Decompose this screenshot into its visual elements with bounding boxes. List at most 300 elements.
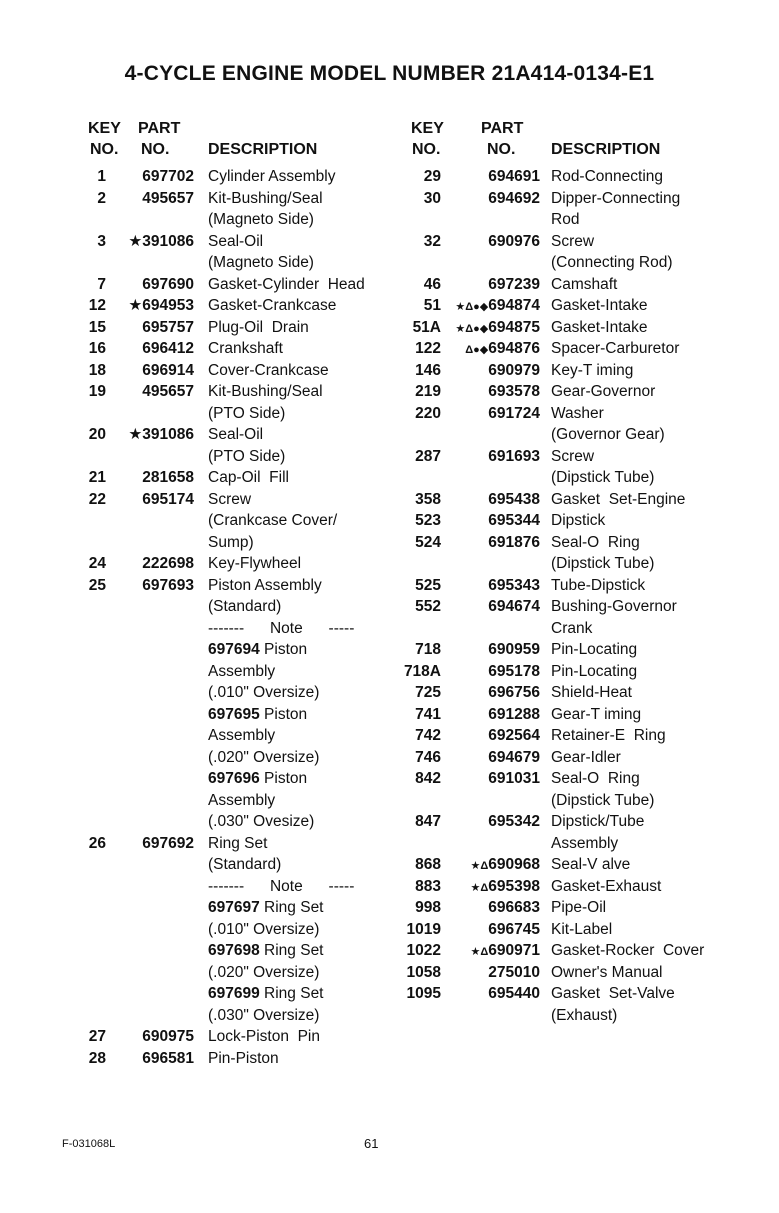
part-description [551,188,680,210]
alternate-part-number: 697699 [208,985,260,1002]
part-number [0,768,540,790]
part-number-value: 696914 [142,361,194,379]
list-item [0,596,677,618]
part-description [551,532,640,554]
part-number [0,983,540,1005]
part-number [0,510,540,532]
part-number-value: 690975 [142,1028,194,1045]
key-header-top-right: KEY [411,120,444,137]
key-number: 1022 [406,942,441,959]
description-text: Gear-Idler [551,748,621,766]
description-text: (Connecting Rod) [551,254,673,271]
part-number-value: 275010 [488,963,540,981]
description-text: Piston [259,641,308,658]
part-number-value: 697239 [488,275,540,293]
part-description [551,639,637,661]
part-number [0,661,540,683]
key-header-bottom: NO. [90,141,119,158]
description-text: Assembly [208,727,276,744]
part-description [551,360,633,382]
part-description [551,811,644,833]
key-number: 718 [415,641,441,658]
description-text: Seal-Oil [208,426,264,443]
part-number-value: 694876 [488,340,540,357]
list-item [0,725,666,747]
part-number [0,166,540,188]
description-text: Pin-Locating [551,662,638,680]
part-number-value: 695398 [488,877,540,895]
description-text: (Magneto Side) [208,254,314,271]
list-item [0,575,646,597]
description-text: Kit-Bushing/Seal [208,189,323,207]
page-number: 61 [364,1136,379,1151]
key-number: 146 [415,361,441,379]
part-description [551,489,685,511]
key-number: 998 [415,899,441,916]
part-description [551,381,655,403]
key-number: 1019 [406,920,441,938]
list-item [0,919,613,941]
part-number-value: 690959 [488,641,540,658]
key-number: 12 [88,297,106,314]
key-number: 51A [412,318,441,336]
part-description [551,295,648,317]
description-text: Plug-Oil Drain [208,318,309,336]
part-number-value: 695343 [488,576,540,594]
list-item [0,1026,400,1048]
part-symbol: ★Δ [470,860,489,872]
part-number [0,188,540,210]
list-item [0,209,580,231]
description-text: Washer [551,404,604,422]
part-description [551,274,617,296]
description-text: Rod [551,211,580,228]
list-item [0,510,606,532]
description-text: Retainer-E Ring [551,727,666,744]
part-number-value: 696756 [488,684,540,701]
part-number [0,381,540,403]
part-number-value: 695440 [488,985,540,1002]
description-text: (Dipstick Tube) [551,469,655,486]
description-text: (PTO Side) [208,404,286,422]
key-number: 523 [415,512,441,529]
list-item [0,1005,618,1027]
description-text: Cap-Oil Fill [208,469,289,486]
part-number [0,639,540,661]
part-number [0,489,540,511]
part-header-top: PART [138,120,181,137]
description-text: Seal-V alve [551,856,631,873]
key-number: 883 [415,877,441,895]
description-text: Gasket Set-Valve [551,985,675,1002]
part-description [551,446,594,468]
description-text: Key-Flywheel [208,555,302,572]
list-item [0,704,642,726]
part-number-value: 697693 [142,576,194,594]
description-text: Gear-T iming [551,705,642,723]
part-number [0,532,540,554]
list-item [0,231,595,253]
part-number-value: ★391086 [128,426,194,443]
description-text: Gasket-Crankcase [208,297,337,314]
description-text: Pin-Locating [551,641,638,658]
description-text: (.010" Oversize) [208,684,320,701]
key-number: 28 [88,1049,106,1067]
key-number: 19 [88,383,106,400]
part-no-header-2 [141,139,169,160]
description-text: Sump) [208,533,254,551]
list-item [0,811,645,833]
list-item [0,317,648,339]
description-text: Seal-Oil [208,232,264,250]
part-number [0,747,540,769]
alternate-part-number: 697694 [208,641,260,658]
list-item [0,338,680,360]
part-number-value: 691724 [488,404,540,422]
part-number-value: 495657 [142,383,194,400]
part-description [551,575,645,597]
part-number-value: 697690 [142,275,194,293]
part-number [0,360,540,382]
part-number [0,682,540,704]
part-number [0,403,540,425]
list-item [0,424,665,446]
key-number: 21 [88,469,106,486]
key-number: 741 [415,705,441,723]
description-text: Lock-Piston Pin [208,1028,320,1045]
description-text: Seal-O Ring [551,533,640,551]
description-text: Tube-Dipstick [551,576,646,594]
part-number-value: ★391086 [128,232,194,250]
part-number-value: 690968 [488,856,540,873]
list-item [0,532,640,554]
part-number [0,596,540,618]
description-text: Gasket-Rocker Cover [551,942,705,959]
document-code: F-031068L [62,1138,116,1150]
part-number-value: 696683 [488,899,540,916]
key-number: 32 [423,232,441,250]
part-number [0,919,540,941]
part-description [551,768,640,790]
key-number: 725 [415,684,441,701]
part-number [0,811,540,833]
key-number: 122 [415,340,441,357]
key-number: 3 [97,232,106,250]
list-item [0,790,655,812]
part-number [0,575,540,597]
list-item [0,768,640,790]
description-text: Piston [259,705,308,723]
part-number [0,1048,194,1070]
key-number: 847 [415,813,441,830]
part-number [0,725,540,747]
list-item [0,876,662,898]
key-number: 22 [88,490,106,508]
description-text: Gasket-Intake [551,297,648,314]
description-text: Dipper-Connecting [551,189,681,207]
part-description [551,682,632,704]
description-text: Assembly [208,662,276,680]
description-text: Spacer-Carburetor [551,340,680,357]
description-text: Crank [551,619,593,637]
list-item [0,682,632,704]
part-number-value: 694691 [488,168,540,185]
part-description [551,618,592,640]
list-item [0,747,621,769]
part-number [0,338,540,362]
description-text: Key-T iming [551,361,634,379]
part-number-value: 694679 [488,748,540,766]
description-text: Ring Set [259,942,324,959]
description-text: Dipstick/Tube [551,813,645,830]
part-description [551,854,630,876]
part-number-value: 694874 [488,297,540,314]
part-number [0,897,540,919]
part-number-value: 695342 [488,813,540,830]
part-description [551,661,637,683]
part-symbol: ★Δ●◆ [455,301,489,313]
description-text: (.030" Oversize) [208,1006,320,1024]
list-item [0,983,675,1005]
list-item [0,188,681,210]
part-description [551,897,606,919]
description-text: Gear-Governor [551,383,656,400]
part-symbol: ★Δ [470,881,489,894]
part-number-value: 697702 [142,168,194,185]
description-text: (.030" Ovesize) [208,813,315,830]
parts-list-right [0,166,705,1026]
key-number: 868 [415,856,441,873]
part-description [551,725,666,747]
description-text: Bushing-Governor [551,598,677,615]
alternate-part-number: 697697 [208,899,260,916]
part-number [0,317,540,341]
description-text: Seal-O Ring [551,770,640,787]
part-description [551,962,663,984]
part-description [551,940,704,962]
part-number [0,446,540,468]
part-description [208,1026,320,1048]
key-number: 220 [415,404,441,422]
key-number: 1 [97,168,106,185]
description-text: (Exhaust) [551,1006,618,1024]
part-number-value: 695757 [142,318,194,336]
key-number: 46 [423,275,441,293]
part-description [551,231,594,253]
list-item [0,940,705,962]
part-header-bottom: NO. [141,141,170,158]
key-no-header-right-2 [412,139,440,160]
part-number-value: 691288 [488,705,540,723]
description-header-text: DESCRIPTION [208,141,318,158]
key-number: 7 [97,275,106,293]
part-number [0,295,540,319]
part-number-value: 696581 [142,1049,194,1067]
part-header-top-right: PART [481,120,524,137]
alternate-part-number: 697696 [208,770,260,787]
description-text: (.020" Oversize) [208,963,320,981]
description-text: Assembly [208,791,276,809]
key-no-header-2 [90,139,118,160]
description-text: Owner's Manual [551,963,663,981]
description-text: Dipstick [551,512,606,529]
part-no-header-right [481,118,523,139]
part-number-value: 222698 [142,555,194,572]
description-text: Pipe-Oil [551,899,607,916]
part-number-value: 281658 [142,469,194,486]
key-number: 358 [415,490,441,508]
part-description [551,983,675,1005]
description-text: ------- Note ----- [208,619,355,637]
description-text: Screw [208,490,252,508]
page-title: 4-CYCLE ENGINE MODEL NUMBER 21A414-0134-E1 [124,62,655,85]
description-text: (Dipstick Tube) [551,791,655,809]
list-item [0,360,634,382]
key-number: 24 [88,555,106,572]
part-number-value: 694674 [488,598,540,615]
description-text: Screw [551,232,595,250]
part-number-value: 691693 [488,447,540,465]
key-header-bottom-right: NO. [412,141,441,158]
key-no-header [88,118,121,139]
part-number [0,1026,194,1048]
description-header-text-right: DESCRIPTION [551,141,661,158]
list-item [0,274,618,296]
list-item [0,381,656,403]
description-text: (.010" Oversize) [208,920,320,938]
list-item [0,467,655,489]
key-number: 746 [415,748,441,766]
description-header-right [551,139,660,160]
list-item [0,661,638,683]
part-description [551,596,677,618]
description-text: (Standard) [208,598,282,615]
part-number-value: 695178 [488,662,540,680]
key-number: 219 [415,383,441,400]
part-number-value: 697692 [142,834,194,852]
description-text: (PTO Side) [208,447,286,465]
key-number: 30 [423,189,441,207]
description-text: Cylinder Assembly [208,168,336,185]
part-number-value: 693578 [488,383,540,400]
description-header [208,139,317,160]
list-item [0,252,673,274]
description-text: Assembly [551,834,619,852]
description-text: Crankshaft [208,340,283,357]
description-text: (Magneto Side) [208,211,314,228]
key-number: 842 [415,770,441,787]
part-number-value: 691031 [488,770,540,787]
description-text: Kit-Bushing/Seal [208,383,323,400]
key-number: 26 [88,834,106,852]
part-description [551,467,654,489]
part-number-value: 694692 [488,189,540,207]
description-text: Pin-Piston [208,1049,279,1067]
key-number: 20 [88,426,106,443]
key-number: 1058 [406,963,441,981]
description-text: Gasket-Exhaust [551,877,662,895]
part-number-value: 695174 [142,490,194,508]
list-item [0,166,664,188]
part-description [551,876,661,898]
list-item [0,446,595,468]
part-number [0,231,540,253]
key-no-header-right [411,118,444,139]
part-number-value: 690979 [488,361,540,379]
description-text: Kit-Label [551,920,613,938]
description-text: Piston [259,770,308,787]
description-text: (Governor Gear) [551,426,665,443]
key-header-top: KEY [88,120,121,137]
part-number [0,704,540,726]
list-item [0,833,619,855]
list-item [0,295,648,317]
part-number [0,940,540,964]
part-description [551,252,672,274]
part-description [551,833,618,855]
part-description [208,1048,279,1070]
part-symbol: ★Δ [470,946,489,958]
description-text: Gasket-Cylinder Head [208,275,365,293]
part-description [551,553,654,575]
part-description [551,424,665,446]
list-item [0,897,607,919]
part-description [551,338,679,360]
key-number: 1095 [406,985,441,1002]
part-number-value: 495657 [142,189,194,207]
key-number: 742 [415,727,441,744]
part-number-value: 690976 [488,232,540,250]
part-symbol: ★Δ●◆ [455,322,489,335]
key-number: 29 [423,168,441,185]
description-text: Piston Assembly [208,576,322,594]
key-number: 15 [88,318,106,336]
part-number-value: 695438 [488,490,540,508]
description-text: Cover-Crankcase [208,361,329,379]
list-item [0,962,663,984]
list-item [0,403,604,425]
description-text: (Crankcase Cover/ [208,512,338,529]
part-number [0,876,540,900]
part-description [551,166,663,188]
part-number-value: 696745 [488,920,540,938]
part-number-value: 691876 [488,533,540,551]
part-no-header [138,118,180,139]
key-number: 718A [403,662,441,680]
part-number [0,962,540,984]
part-number-value: 694875 [488,318,540,336]
description-text: Screw [551,447,595,465]
part-description [551,747,621,769]
key-number: 552 [415,598,441,615]
key-number: 16 [88,340,106,357]
alternate-part-number: 697695 [208,705,260,723]
description-text: (Dipstick Tube) [551,555,655,572]
part-description [551,704,641,726]
key-number: 27 [88,1028,106,1045]
key-number: 25 [88,576,106,594]
description-text: (Standard) [208,856,282,873]
part-number [0,274,540,296]
part-number-value: 690971 [488,942,540,959]
part-description [551,403,604,425]
part-symbol: Δ●◆ [465,344,489,356]
description-text: Shield-Heat [551,684,632,701]
description-text: Ring Set [208,834,268,852]
description-text: Ring Set [259,985,324,1002]
part-number-value: 692564 [488,727,540,744]
part-header-bottom-right: NO. [487,141,516,158]
